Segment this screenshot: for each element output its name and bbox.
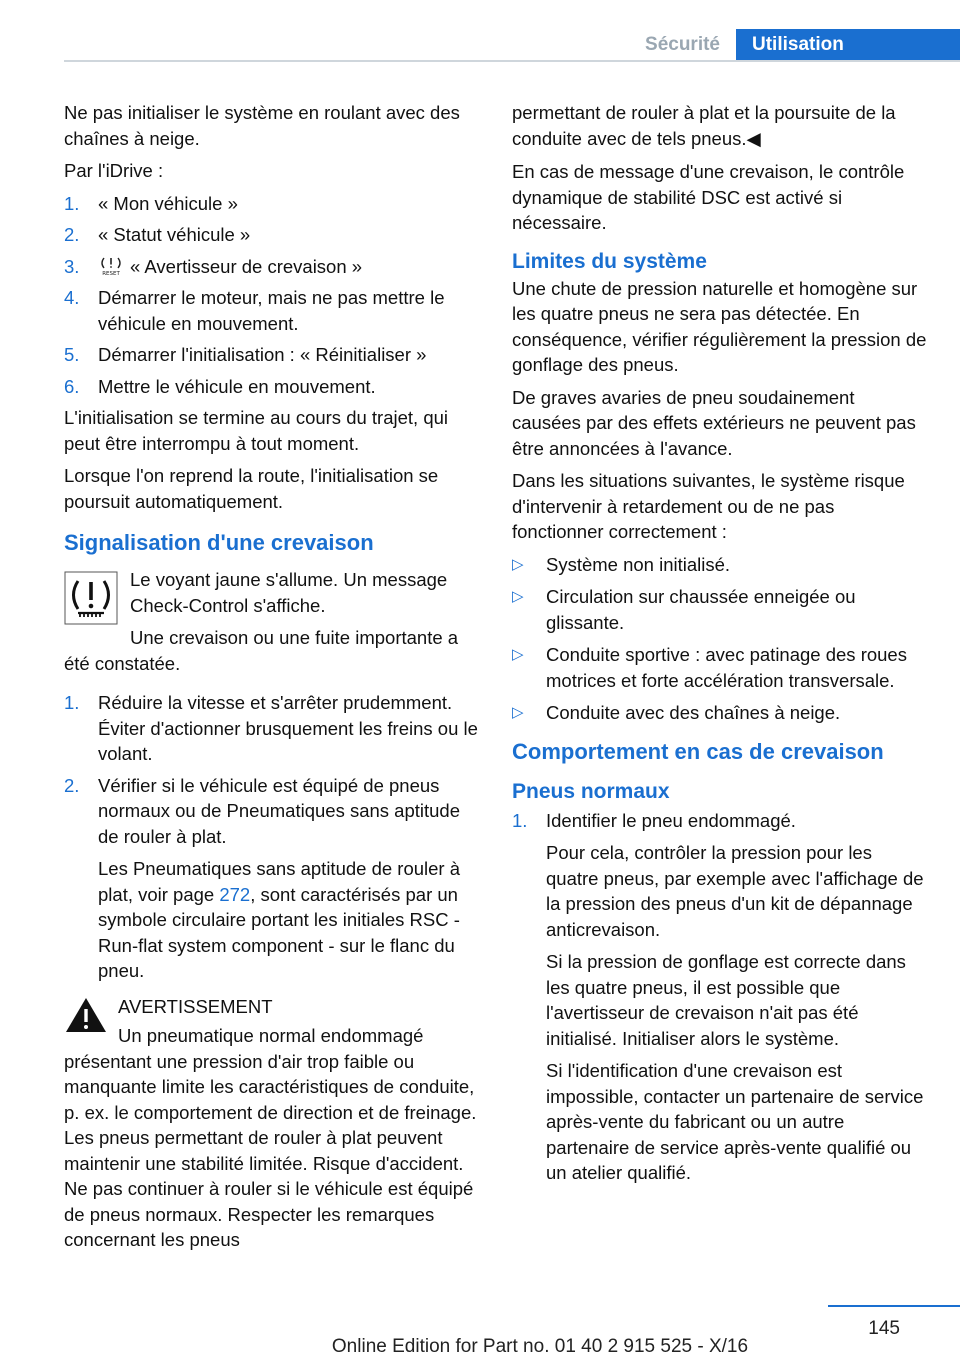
paragraph: Une crevaison ou une fuite importante a été constatée. [64, 627, 459, 674]
triangle-bullet-icon: ▷ [512, 555, 524, 573]
list-item-subparagraph: Pour cela, contrôler la pression pour les quatre pneus, par exemple avec l'affichage de la pression des pneus d'un kit de dépannage anticrevaison. [546, 842, 924, 940]
triangle-bullet-icon: ▷ [512, 646, 524, 663]
pneus-normaux-steps-list [512, 808, 928, 1186]
list-item-subparagraph: Si la pression de gonflage est correcte dans les quatre pneus, il est possible que l'avertisseur de crevaison n'ait pas été initialisé. Initialiser alors le système. [546, 951, 906, 1049]
list-item: 3. RESET « Avertisseur de crevaison » [64, 255, 363, 277]
paragraph: L'initialisation se termine au cours du trajet, qui peut être interrompu à tout moment. [64, 407, 449, 454]
list-item: 1. Identifier le pneu endommagé. Pour cela, contrôler la pression pour les quatre pneus, par exemple avec l'affichage de la pression des pneus d'un kit de dépannage anticrevaison. Si la pression de gonflage est correcte dans les quatre pneus, il est possible que l'avertisseur de crevaison n'ait pas été initialisé. Initialiser alors le système. Si l'identification d'une crevaison est impossible, contacter un partenaire de service après-vente du fabricant ou un autre partenaire de service après-vente qualifié ou un atelier qualifié. [512, 808, 928, 1186]
paragraph: Le voyant jaune s'allume. Un message Check-Control s'affiche. [130, 569, 448, 616]
paragraph: permettant de rouler à plat et la poursuite de la conduite avec de tels pneus.◀ [512, 102, 896, 149]
header-tab-utilisation[interactable]: Utilisation [736, 29, 960, 61]
idrive-steps-list [64, 191, 480, 400]
list-item: ▷ Circulation sur chaussée enneigée ou glissante. [512, 586, 856, 633]
subsection-heading-pneus-normaux: Pneus normaux [512, 779, 670, 803]
warning-triangle-icon [64, 996, 108, 1034]
paragraph: Lorsque l'on reprend la route, l'initialisation se poursuit automatiquement. [64, 465, 439, 512]
list-item: 4. Démarrer le moteur, mais ne pas mettre le véhicule en mouvement. [64, 287, 445, 334]
paragraph: Ne pas initialiser le système en roulant avec des chaînes à neige. [64, 102, 460, 149]
list-item-subparagraph: Les Pneumatiques sans aptitude de rouler à plat, voir page 272, sont caractérisés par un symbole circulaire portant les initiales RSC - Run-flat system component - sur le flanc du pneu. [98, 858, 461, 981]
list-item: 1. Réduire la vitesse et s'arrêter prudemment. Éviter d'actionner brusquement les freins ou le volant. [64, 692, 478, 764]
paragraph: Dans les situations suivantes, le système risque d'intervenir à retardement ou de ne pas fonctionner correctement : [512, 470, 905, 542]
triangle-bullet-icon: ▷ [512, 588, 524, 605]
right-column [512, 100, 928, 1192]
section-heading-signalisation: Signalisation d'une crevaison [64, 530, 374, 555]
situations-list [512, 552, 928, 726]
warning-title: AVERTISSEMENT [118, 995, 273, 1017]
page-number: 145 [868, 1318, 900, 1339]
list-item: 2. Vérifier si le véhicule est équipé de pneus normaux ou de Pneumatiques sans aptitude de rouler à plat. Les Pneumatiques sans aptitude de rouler à plat, voir page 272, sont caractérisés par un symbole circulaire portant les initiales RSC - Run-flat system component - sur le flanc du pneu. [64, 773, 480, 984]
list-item: 6. Mettre le véhicule en mouvement. [64, 375, 376, 397]
paragraph: Une chute de pression naturelle et homogène sur les quatre pneus ne sera pas détectée. En conséquence, vérifier régulièrement la pression de gonflage des pneus. [512, 277, 927, 375]
list-item: ▷ Conduite sportive : avec patinage des roues motrices et forte accélération transversale. [512, 644, 907, 691]
tire-reset-icon [98, 256, 124, 276]
header-tab-securite[interactable]: Sécurité [645, 34, 720, 55]
warning-text: Un pneumatique normal endommagé présentant une pression d'air trop faible ou manquante limite les caractéristiques de conduite, p. ex. le comportement de direction et de freinage. Les pneus permettant de rouler à plat peuvent maintenir une stabilité limitée. Risque d'accident. Ne pas continuer à rouler si le véhicule est équipé de pneus normaux. Respecter les remarques concernant les pneus [64, 1025, 477, 1250]
list-item: ▷ Conduite avec des chaînes à neige. [512, 700, 928, 726]
list-item: 2. « Statut véhicule » [64, 224, 251, 245]
tire-pressure-warning-icon [64, 571, 118, 625]
warning-block [64, 994, 480, 1253]
left-column [64, 100, 480, 1260]
list-item: 5. Démarrer l'initialisation : « Réinitialiser » [64, 344, 427, 365]
section-heading-comportement: Comportement en cas de crevaison [512, 738, 884, 764]
page-link[interactable]: 272 [219, 883, 251, 905]
svg-text:RESET: RESET [102, 270, 120, 276]
list-item: 1. « Mon véhicule » [64, 192, 238, 214]
header-divider [64, 60, 960, 62]
paragraph: De graves avaries de pneu soudainement causées par des effets extérieurs ne peuvent pas être annoncées à l'avance. [512, 386, 916, 459]
triangle-bullet-icon: ▷ [512, 704, 524, 721]
paragraph: Par l'iDrive : [64, 160, 164, 181]
section-heading-limites: Limites du système [512, 249, 707, 273]
paragraph: En cas de message d'une crevaison, le contrôle dynamique de stabilité DSC est activé si nécessaire. [512, 161, 905, 233]
list-item: ▷ Système non initialisé. [512, 552, 928, 578]
crevaison-steps-list [64, 690, 480, 984]
footer-edition: Online Edition for Part no. 01 40 2 915 525 - X/16 [331, 1336, 749, 1357]
signal-block [64, 567, 480, 676]
footer-divider [828, 1305, 960, 1307]
list-item-subparagraph: Si l'identification d'une crevaison est impossible, contacter un partenaire de service après-vente du fabricant ou un autre partenaire de service après-vente qualifié ou un atelier qualifié. [546, 1060, 924, 1183]
